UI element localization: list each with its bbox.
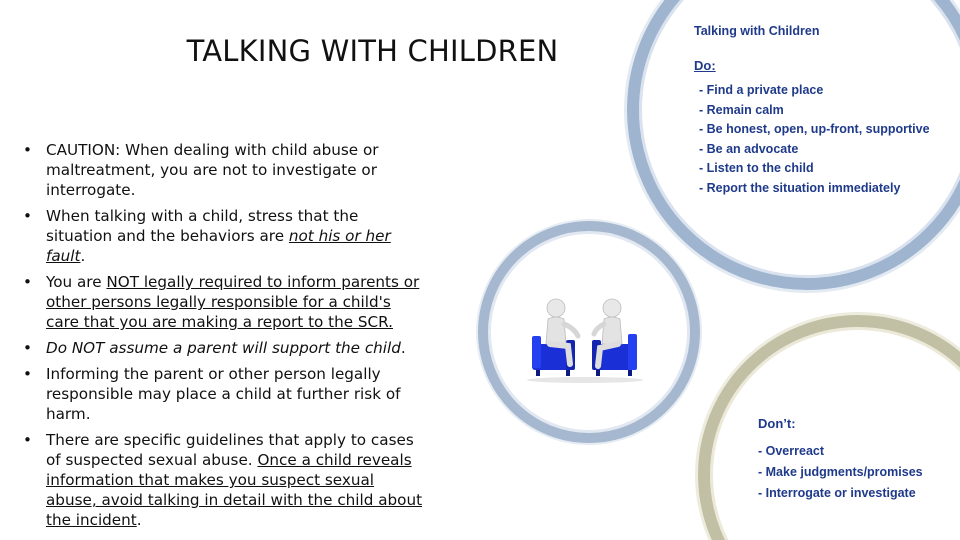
bullet-text: NOT legally required to inform parents or other persons legally responsible for a child's care that you are making a report to the SCR. <box>46 273 420 331</box>
bullet-text: CAUTION: When dealing with child abuse or maltreatment, you are not to investigate or interrogate. <box>46 141 379 199</box>
bullet-text: Once a child reveals information that makes you suspect sexual abuse, avoid talking in detail with the child about the incident <box>46 451 423 529</box>
bullet-text: . <box>136 511 142 529</box>
bullet-text: Informing the parent or other person legally responsible may place a child at further risk of harm. <box>46 365 401 423</box>
bullet-item <box>20 140 425 200</box>
bullet-text: . <box>400 339 406 357</box>
dont-panel <box>758 416 958 504</box>
bullet-dot: • <box>23 273 32 291</box>
do-heading: Do: <box>694 58 716 73</box>
do-panel <box>694 24 954 199</box>
slide-title: TALKING WITH CHILDREN <box>186 34 559 68</box>
bullet-item <box>20 272 425 332</box>
dont-item: - Interrogate or investigate <box>758 486 916 500</box>
do-panel-title: Talking with Children <box>694 24 820 38</box>
bullet-item <box>20 364 425 424</box>
do-item: - Remain calm <box>699 102 784 117</box>
bullet-item <box>20 430 425 530</box>
bullet-text: . <box>80 247 86 265</box>
bullet-item <box>20 206 425 266</box>
bullet-dot: • <box>23 365 32 383</box>
do-item: - Find a private place <box>699 83 824 97</box>
bullet-item <box>20 338 425 358</box>
bullet-dot: • <box>23 207 32 225</box>
bullet-text: not his or her fault <box>46 227 391 265</box>
bullet-text: When talking with a child, stress that the situation and the behaviors are <box>46 207 359 245</box>
dont-heading: Don’t: <box>758 416 796 431</box>
bullet-list <box>20 140 425 536</box>
do-item: - Be an advocate <box>699 141 799 156</box>
bullet-text: There are specific guidelines that apply to cases of suspected sexual abuse. <box>46 431 414 469</box>
do-item: - Report the situation immediately <box>699 180 901 195</box>
bullet-text: Do NOT assume a parent will support the child <box>46 339 401 357</box>
bullet-text: You are <box>46 273 107 291</box>
bullet-dot: • <box>23 339 32 357</box>
dont-item: - Overreact <box>758 444 825 458</box>
do-item: - Be honest, open, up-front, supportive <box>699 122 930 137</box>
dont-item: - Make judgments/promises <box>758 465 923 479</box>
two-people-talking-icon <box>520 288 650 384</box>
bullet-dot: • <box>23 141 32 159</box>
do-item: - Listen to the child <box>699 161 814 176</box>
bullet-dot: • <box>23 431 32 449</box>
